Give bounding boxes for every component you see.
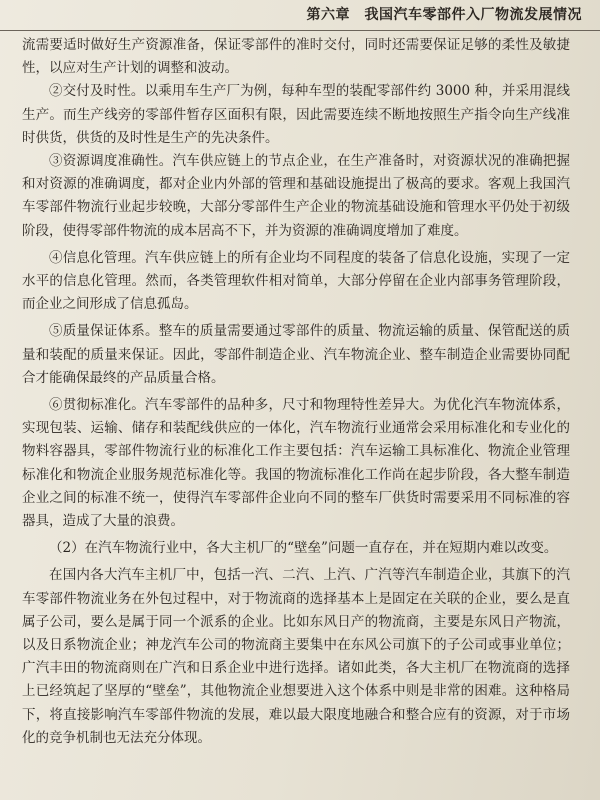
chapter-title: 第六章 我国汽车零部件入厂物流发展情况: [306, 7, 582, 23]
paragraph: 在国内各大汽车主机厂中，包括一汽、二汽、上汽、广汽等汽车制造企业，其旗下的汽车零部件物流业务在外包过程中，对于物流商的选择基本上是固定在关联的企业，要么是直属子公司，要么是属于同一个派系的企业。比如东风日产的物流商，主要是东风日产物流，以及日系物流企业；神龙汽车公司的物流商主要集中在东风公司旗下的子公司或事业单位；广汽丰田的物流商则在广汽和日系企业中进行选择。诸如此类，各大主机厂在物流商的选择上已经筑起了坚厚的“壁垒”，其他物流企业想要进入这个体系中则是非常的困难。这种格局下，将直接影响汽车零部件物流的发展，难以最大限度地融合和整合应有的资源，对于市场化的竞争机制也无法充分体现。: [22, 567, 570, 746]
paragraph: ②交付及时性。以乘用车生产厂为例，每种车型的装配零部件约 3000 种，并采用混线生产。而生产线旁的零部件暂存区面积有限，因此需要连续不断地按照生产指令向生产线准时供货，供货的及时性是生产的先决条件。: [22, 83, 570, 146]
running-header: [0, 0, 600, 31]
body-text: [22, 34, 570, 750]
paragraph: 流需要适时做好生产资源准备，保证零部件的准时交付，同时还需要保证足够的柔性及敏捷性，以应对生产计划的调整和波动。: [22, 37, 570, 77]
paragraph: ③资源调度准确性。汽车供应链上的节点企业，在生产准备时，对资源状况的准确把握和对资源的准确调度，都对企业内外部的管理和基础设施提出了极高的要求。客观上我国汽车零部件物流行业起步较晚，大部分零部件生产企业的物流基础设施和管理水平仍处于初级阶段，使得零部件物流的成本居高不下，并为资源的准确调度增加了难度。: [22, 153, 570, 239]
paragraph: ⑤质量保证体系。整车的质量需要通过零部件的质量、物流运输的质量、保管配送的质量和装配的质量来保证。因此，零部件制造企业、汽车物流企业、整车制造企业需要协同配合才能确保最终的产品质量合格。: [22, 323, 570, 386]
paragraph: ⑥贯彻标准化。汽车零部件的品种多，尺寸和物理特性差异大。为优化汽车物流体系，实现包装、运输、储存和装配线供应的一体化，汽车物流行业通常会采用标准化和专业化的物料容器具，零部件物流行业的标准化工作主要包括：汽车运输工具标准化、物流企业管理标准化和物流企业服务规范标准化等。我国的物流标准化工作尚在起步阶段，各大整车制造企业之间的标准不统一，使得汽车零部件企业向不同的整车厂供货时需要采用不同标准的容器具，造成了大量的浪费。: [22, 397, 570, 530]
section-heading: （2）在汽车物流行业中，各大主机厂的“壁垒”问题一直存在，并在短期内难以改变。: [49, 540, 558, 557]
paragraph: ④信息化管理。汽车供应链上的所有企业均不同程度的装备了信息化设施，实现了一定水平的信息化管理。然而，各类管理软件相对简单，大部分停留在企业内部事务管理阶段，而企业之间形成了信息孤岛。: [22, 249, 570, 313]
